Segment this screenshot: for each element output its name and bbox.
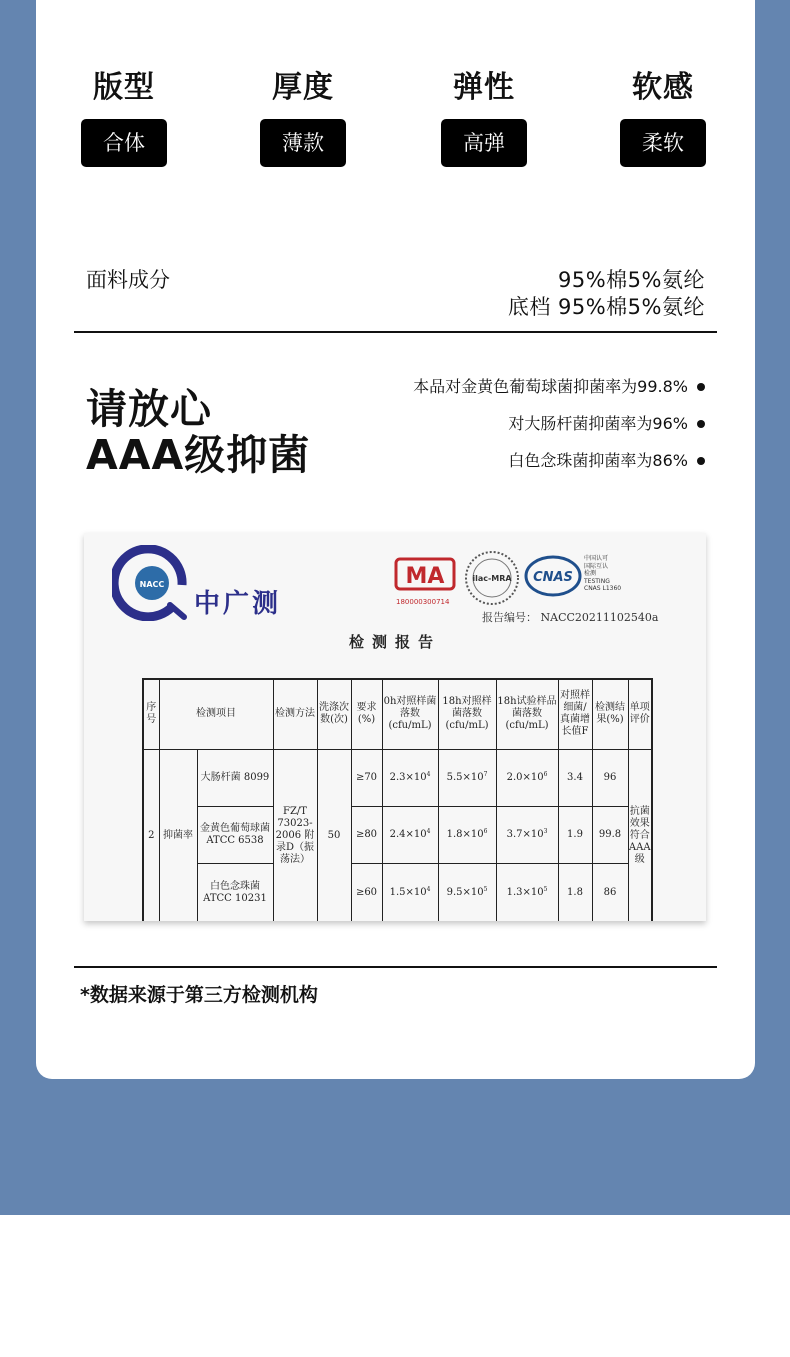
footnote: *数据来源于第三方检测机构 xyxy=(80,984,318,1006)
value: 1.5×10 xyxy=(389,887,427,898)
ilac-mra-icon xyxy=(464,550,520,606)
nacc-logo-icon xyxy=(112,545,192,621)
exponent: 4 xyxy=(426,886,431,893)
report-table xyxy=(142,678,653,921)
table-header-row xyxy=(143,679,652,749)
report-number: 报告编号： NACC20211102540a xyxy=(482,611,659,624)
fabric-composition: 95%棉5%氨纶 xyxy=(558,268,705,292)
cell-requirement: ≥80 xyxy=(351,806,382,863)
table-row xyxy=(143,863,652,921)
cnas-text: CNAS xyxy=(533,570,573,585)
cnas-line: TESTING xyxy=(584,577,610,585)
headline-aaa: AAA级抑菌 xyxy=(86,431,311,479)
value: 2.0×10 xyxy=(506,771,544,783)
report-title: 检测报告 xyxy=(348,633,441,651)
cell-result: 86 xyxy=(592,863,628,921)
header-18h-control: 18h对照样菌落数(cfu/mL) xyxy=(438,679,496,749)
cell-organism: 金黄色葡萄球菌 ATCC 6538 xyxy=(197,806,273,863)
attribute-title: 弹性 xyxy=(453,70,515,105)
value: 2.3×10 xyxy=(389,771,427,783)
cnas-line: 中国认可 xyxy=(584,555,609,562)
header-no: 序号 xyxy=(143,679,159,749)
claim-item xyxy=(508,450,705,472)
cell-0h xyxy=(382,806,438,863)
cell-row-no: 2 xyxy=(143,749,159,921)
cell-evaluation: 抗菌效果符合AAA级 xyxy=(628,749,652,921)
exponent: 6 xyxy=(483,827,488,835)
exponent: 5 xyxy=(543,886,548,893)
cnas-logo-icon xyxy=(524,555,582,597)
gusset-composition: 底档 95%棉5%氨纶 xyxy=(507,295,705,319)
cell-18h-test xyxy=(496,863,558,921)
cell-growth: 1.9 xyxy=(558,806,592,863)
cell-18h-control xyxy=(438,863,496,921)
cell-0h xyxy=(382,749,438,806)
exponent: 5 xyxy=(483,886,488,893)
value: 2.4×10 xyxy=(389,828,427,840)
test-report-image xyxy=(84,533,706,921)
header-evaluation: 单项评价 xyxy=(628,679,652,749)
cma-mark-icon xyxy=(394,555,458,595)
logo-badge-text: NACC xyxy=(139,580,165,589)
cell-18h-test xyxy=(496,749,558,806)
attribute-thickness xyxy=(238,68,368,167)
cell-organism: 大肠杆菌 8099 xyxy=(197,749,273,806)
cell-result: 99.8 xyxy=(592,806,628,863)
value: 1.8×10 xyxy=(446,828,484,840)
cnas-side-text xyxy=(584,555,621,593)
claim-text: 本品对金黄色葡萄球菌抑菌率为99.8% xyxy=(413,377,688,396)
cell-category: 抑菌率 xyxy=(159,749,197,921)
header-item: 检测项目 xyxy=(159,679,273,749)
value: 5.5×10 xyxy=(446,771,484,783)
cnas-line: CNAS L1360 xyxy=(584,585,622,592)
bullet-icon xyxy=(697,420,705,428)
bullet-icon xyxy=(697,383,705,391)
cma-text: MA xyxy=(405,564,445,589)
cell-growth: 3.4 xyxy=(558,749,592,806)
claim-text: 对大肠杆菌抑菌率为96% xyxy=(508,414,688,433)
exponent: 6 xyxy=(543,770,548,778)
fabric-label: 面料成分 xyxy=(86,268,170,292)
cnas-line: 国际互认 xyxy=(584,562,609,570)
logo-text: 中广测 xyxy=(194,589,282,619)
ilac-text: ilac-MRA xyxy=(472,574,512,583)
bullet-icon xyxy=(697,457,705,465)
header-requirement: 要求(%) xyxy=(351,679,382,749)
header-0h-control: 0h对照样菌落数(cfu/mL) xyxy=(382,679,438,749)
cnas-line: 检测 xyxy=(584,570,597,577)
cma-number: 180000300714 xyxy=(396,598,450,606)
cell-result: 96 xyxy=(592,749,628,806)
cell-organism: 白色念珠菌 ATCC 10231 xyxy=(197,863,273,921)
attribute-tag: 柔软 xyxy=(620,119,706,167)
value: 9.5×10 xyxy=(446,887,484,898)
cell-method: FZ/T 73023-2006 附录D（振荡法） xyxy=(273,749,317,921)
header-method: 检测方法 xyxy=(273,679,317,749)
attribute-softness xyxy=(598,68,728,167)
divider xyxy=(74,331,717,333)
header-18h-test: 18h试验样品菌落数(cfu/mL) xyxy=(496,679,558,749)
attribute-fit xyxy=(59,68,189,167)
divider xyxy=(74,966,717,968)
cell-18h-control xyxy=(438,749,496,806)
cell-requirement: ≥70 xyxy=(351,749,382,806)
cell-18h-test xyxy=(496,806,558,863)
exponent: 7 xyxy=(483,770,488,778)
value: 3.7×10 xyxy=(506,828,544,840)
table-row xyxy=(143,749,652,806)
cell-growth: 1.8 xyxy=(558,863,592,921)
attribute-title: 版型 xyxy=(93,70,155,105)
header-growth: 对照样细菌/真菌增长值F xyxy=(558,679,592,749)
header-washes: 洗涤次数(次) xyxy=(317,679,351,749)
claim-item xyxy=(508,413,705,435)
cell-18h-control xyxy=(438,806,496,863)
exponent: 3 xyxy=(543,827,548,835)
attribute-tag: 薄款 xyxy=(260,119,346,167)
value: 1.3×10 xyxy=(506,887,544,898)
exponent: 4 xyxy=(426,827,431,835)
attribute-title: 厚度 xyxy=(272,70,334,105)
claim-item xyxy=(413,376,705,398)
claim-text: 白色念珠菌抑菌率为86% xyxy=(508,451,688,470)
exponent: 4 xyxy=(426,770,431,778)
attribute-tag: 高弹 xyxy=(441,119,527,167)
cell-requirement: ≥60 xyxy=(351,863,382,921)
header-result: 检测结果(%) xyxy=(592,679,628,749)
attribute-elasticity xyxy=(419,68,549,167)
table-row xyxy=(143,806,652,863)
attribute-tag: 合体 xyxy=(81,119,167,167)
headline-reassure: 请放心 xyxy=(86,385,212,433)
attribute-title: 软感 xyxy=(632,70,694,105)
cell-washes: 50 xyxy=(317,749,351,921)
cell-0h xyxy=(382,863,438,921)
